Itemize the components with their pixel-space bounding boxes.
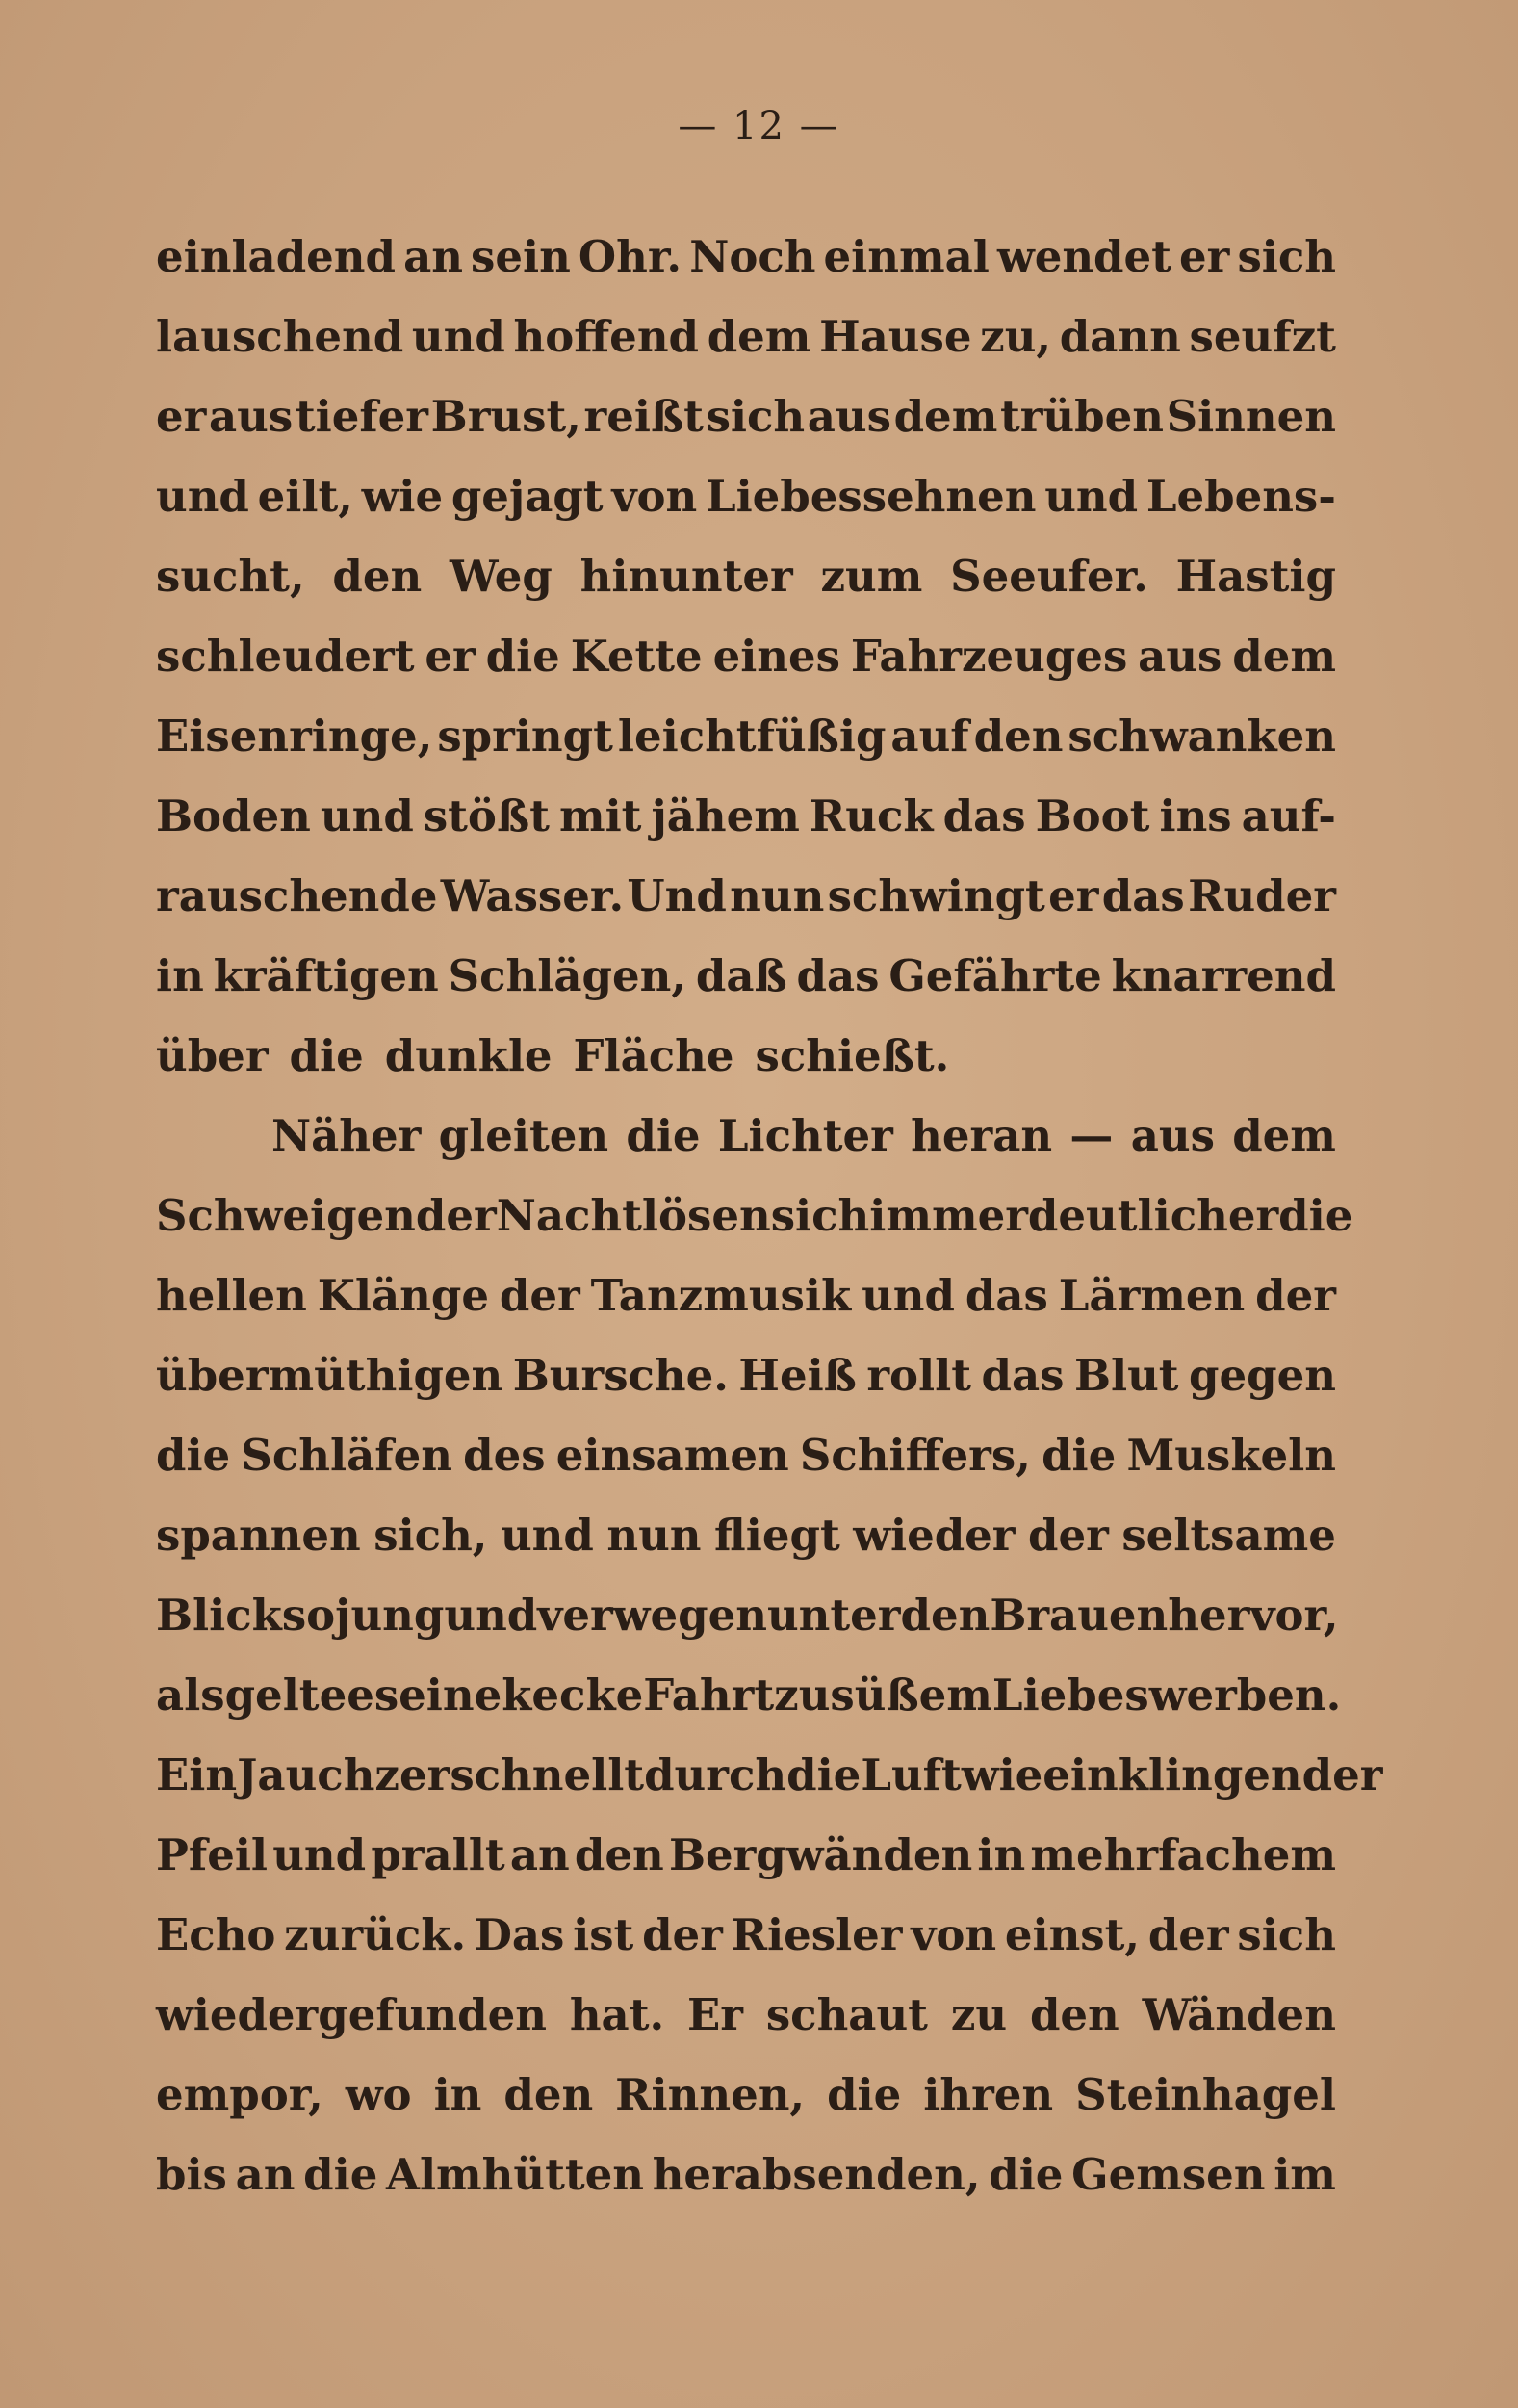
word: zu, — [980, 311, 1052, 362]
word: einsamen — [555, 1430, 789, 1481]
word: in — [977, 1829, 1026, 1880]
word: an — [235, 2149, 296, 2200]
text-line — [156, 1895, 1336, 1975]
word: den — [973, 711, 1064, 762]
word: schießt. — [755, 1030, 950, 1081]
text-line — [156, 856, 1336, 936]
word: auf — [890, 711, 969, 762]
word: den — [503, 2069, 594, 2120]
word: die — [485, 631, 560, 682]
word: Gefährte — [888, 950, 1102, 1001]
word: von — [911, 1909, 997, 1960]
word: Bursche. — [512, 1350, 729, 1401]
text-line — [156, 936, 1336, 1016]
word: der — [499, 1270, 580, 1321]
word: Kette — [570, 631, 703, 682]
word: Schläfen — [241, 1430, 452, 1481]
word: im — [1274, 2149, 1336, 2200]
word: das — [942, 790, 1026, 842]
word: er — [156, 391, 207, 442]
word: wie — [961, 1749, 1043, 1800]
text-line — [156, 696, 1336, 776]
word: Wasser. — [440, 870, 625, 921]
word: mehrfachem — [1030, 1829, 1336, 1880]
word: übermüthigen — [156, 1350, 503, 1401]
word: Boden — [156, 790, 311, 842]
word: dem — [707, 311, 811, 362]
text-line — [156, 1975, 1336, 2055]
word: Ohr. — [578, 231, 682, 282]
word: den — [332, 551, 423, 602]
word: die — [786, 1749, 862, 1800]
word: Sinnen — [1166, 391, 1336, 442]
text-line — [156, 1096, 1336, 1176]
word: Jauchzer — [237, 1749, 450, 1800]
word: hoffend — [513, 311, 699, 362]
word: der — [642, 1909, 723, 1960]
word: Liebeswerben. — [991, 1670, 1342, 1721]
word: mit — [558, 790, 642, 842]
word: tiefer — [295, 391, 429, 442]
word: Er — [686, 1989, 743, 2040]
word: die — [626, 1110, 701, 1161]
word: das — [965, 1270, 1048, 1321]
word: an — [403, 231, 463, 282]
text-line — [156, 1176, 1353, 1256]
word: aus — [807, 391, 891, 442]
word: stößt — [423, 790, 550, 842]
word: unter — [766, 1590, 901, 1641]
text-line — [156, 1016, 1336, 1096]
text-line — [156, 776, 1336, 856]
word: und — [444, 1590, 538, 1641]
word: sich — [770, 1190, 870, 1241]
word: jung — [335, 1590, 445, 1641]
word: klingender — [1118, 1749, 1383, 1800]
text-line — [156, 616, 1336, 696]
word: er — [1179, 231, 1230, 282]
word: der — [1028, 1510, 1109, 1561]
word: schaut — [765, 1989, 928, 2040]
word: ihren — [923, 2069, 1054, 2120]
word: Fahrzeuges — [850, 631, 1128, 682]
word: lösen — [641, 1190, 771, 1241]
text-line — [156, 1735, 1383, 1815]
word: die — [827, 2069, 902, 2120]
word: heran — [911, 1110, 1053, 1161]
word: bis — [156, 2149, 227, 2200]
word: wieder — [853, 1510, 1016, 1561]
text-line — [156, 456, 1336, 536]
word: hat. — [569, 1989, 665, 2040]
word: Pfeil — [156, 1829, 269, 1880]
word: die — [303, 2149, 378, 2200]
word: Heiß — [738, 1350, 857, 1401]
word: dem — [1232, 1110, 1336, 1161]
word: das — [1101, 870, 1185, 921]
word: herabsenden, — [652, 2149, 981, 2200]
word: Muskeln — [1126, 1430, 1336, 1481]
word: an — [509, 1829, 570, 1880]
word: und — [862, 1270, 955, 1321]
word: eine — [399, 1670, 502, 1721]
word: den — [574, 1829, 664, 1880]
word: sich — [1237, 231, 1336, 282]
word: empor, — [156, 2069, 323, 2120]
word: seufzt — [1189, 311, 1336, 362]
word: Boot — [1035, 790, 1150, 842]
text-line — [156, 536, 1336, 616]
word: — — [1069, 1110, 1114, 1161]
word: er — [425, 631, 476, 682]
word: zum — [820, 551, 923, 602]
word: Almhütten — [386, 2149, 645, 2200]
text-line — [156, 2135, 1336, 2214]
word: eilt, — [257, 471, 353, 522]
text-line — [156, 1335, 1336, 1415]
text-line — [156, 1256, 1336, 1335]
word: Fläche — [573, 1030, 734, 1081]
word: so — [281, 1590, 336, 1641]
word: schwingt — [827, 870, 1045, 921]
word: Blut — [1073, 1350, 1179, 1401]
word: sich — [706, 391, 806, 442]
word: Eisenringe, — [156, 711, 433, 762]
word: der — [1255, 1270, 1336, 1321]
body-text — [156, 217, 1383, 2214]
word: Hastig — [1175, 551, 1336, 602]
word: kecke — [502, 1670, 644, 1721]
word: zu — [774, 1670, 831, 1721]
word: einst, — [1004, 1909, 1141, 1960]
word: Schweigen — [156, 1190, 416, 1241]
word: hervor, — [1168, 1590, 1339, 1641]
word: Das — [474, 1909, 565, 1960]
word: einmal — [823, 231, 990, 282]
word: zurück. — [284, 1909, 467, 1960]
word: gegen — [1189, 1350, 1336, 1401]
word: dunkle — [384, 1030, 553, 1081]
text-line — [156, 1655, 1342, 1735]
word: gejagt — [450, 471, 604, 522]
word: ins — [1159, 790, 1232, 842]
word: und — [411, 311, 505, 362]
word: springt — [437, 711, 613, 762]
word: jähem — [651, 790, 800, 842]
word: lauschend — [156, 311, 404, 362]
word: wo — [345, 2069, 412, 2120]
word: Steinhagel — [1075, 2069, 1336, 2120]
word: Bergwänden — [668, 1829, 973, 1880]
text-line — [156, 297, 1336, 376]
word: Noch — [689, 231, 816, 282]
word: immer — [869, 1190, 1028, 1241]
word: Ruck — [809, 790, 934, 842]
word: als — [156, 1670, 225, 1721]
word: wendet — [996, 231, 1171, 282]
word: die — [1042, 1430, 1117, 1481]
word: Ruder — [1188, 870, 1336, 921]
word: Rinnen, — [615, 2069, 806, 2120]
word: ist — [573, 1909, 634, 1960]
word: hellen — [156, 1270, 307, 1321]
word: Wänden — [1142, 1989, 1336, 2040]
word: prallt — [371, 1829, 505, 1880]
word: Schlägen, — [448, 950, 686, 1001]
word: gleiten — [438, 1110, 609, 1161]
word: und — [1044, 471, 1139, 522]
word: dann — [1059, 311, 1181, 362]
word: Lebens- — [1145, 471, 1336, 522]
word: seltsame — [1121, 1510, 1336, 1561]
word: Hause — [819, 311, 972, 362]
word: wie — [361, 471, 444, 522]
text-line — [156, 1495, 1336, 1575]
word: Lichter — [717, 1110, 893, 1161]
word: auf- — [1241, 790, 1336, 842]
word: aus — [1138, 631, 1222, 682]
word: daß — [695, 950, 787, 1001]
word: eines — [712, 631, 840, 682]
word: Riesler — [731, 1909, 903, 1960]
word: Nacht — [496, 1190, 642, 1241]
word: aus — [208, 391, 294, 442]
word: deutlicher — [1027, 1190, 1279, 1241]
word: Weg — [449, 551, 553, 602]
word: Klänge — [317, 1270, 489, 1321]
word: den — [1029, 1989, 1119, 2040]
word: spannen — [156, 1510, 361, 1561]
word: rauschende — [156, 870, 438, 921]
word: hinunter — [579, 551, 793, 602]
word: Blick — [156, 1590, 282, 1641]
word: dem — [1232, 631, 1336, 682]
word: trüben — [999, 391, 1164, 442]
page-number: — 12 — — [678, 104, 840, 148]
word: leichtfüßig — [617, 711, 887, 762]
word: sich — [1237, 1909, 1336, 1960]
word: die — [156, 1430, 231, 1481]
word: das — [796, 950, 880, 1001]
word: Tanzmusik — [590, 1270, 852, 1321]
word: einladend — [156, 231, 396, 282]
word: Echo — [156, 1909, 276, 1960]
word: schleudert — [156, 631, 415, 682]
word: Und — [627, 870, 727, 921]
text-line — [156, 376, 1336, 456]
word: rollt — [866, 1350, 972, 1401]
word: Fahrt — [643, 1670, 775, 1721]
word: und — [272, 1829, 367, 1880]
word: Ein — [156, 1749, 238, 1800]
word: schnellt — [450, 1749, 645, 1800]
word: und — [320, 790, 414, 842]
word: Brust, — [430, 391, 581, 442]
word: schwanken — [1068, 711, 1336, 762]
word: sich, — [373, 1510, 488, 1561]
word: der — [1147, 1909, 1229, 1960]
word: durch — [644, 1749, 787, 1800]
word: und — [156, 471, 249, 522]
word: nun — [606, 1510, 702, 1561]
word: des — [463, 1430, 546, 1481]
word: aus — [1130, 1110, 1215, 1161]
word: reißt — [583, 391, 704, 442]
word: süßem — [830, 1670, 992, 1721]
word: Näher — [271, 1110, 422, 1161]
text-line — [156, 217, 1336, 297]
word: über — [156, 1030, 269, 1081]
word: die — [1278, 1190, 1353, 1241]
word: Liebessehnen — [705, 471, 1037, 522]
word: Luft — [861, 1749, 962, 1800]
word: Brauen — [990, 1590, 1169, 1641]
word: gelte — [224, 1670, 347, 1721]
word: in — [433, 2069, 482, 2120]
word: der — [415, 1190, 497, 1241]
word: sein — [471, 231, 571, 282]
word: fliegt — [714, 1510, 840, 1561]
word: nun — [730, 870, 825, 921]
text-line — [156, 1415, 1336, 1495]
word: von — [611, 471, 698, 522]
text-line — [156, 1815, 1336, 1895]
word: ein — [1042, 1749, 1119, 1800]
word: Schiffers, — [799, 1430, 1031, 1481]
word: die — [289, 1030, 364, 1081]
word: kräftigen — [213, 950, 439, 1001]
word: Lärmen — [1058, 1270, 1246, 1321]
text-line — [156, 2055, 1336, 2135]
word: den — [900, 1590, 991, 1641]
word: die — [989, 2149, 1064, 2200]
word: dem — [893, 391, 998, 442]
word: wiedergefunden — [156, 1989, 547, 2040]
word: Gemsen — [1071, 2149, 1266, 2200]
word: er — [1048, 870, 1099, 921]
text-line — [156, 1575, 1339, 1655]
word: Seeufer. — [950, 551, 1148, 602]
word: zu — [950, 1989, 1008, 2040]
word: verwegen — [537, 1590, 767, 1641]
word: in — [156, 950, 204, 1001]
word: das — [981, 1350, 1065, 1401]
word: es — [347, 1670, 399, 1721]
word: knarrend — [1111, 950, 1336, 1001]
word: sucht, — [156, 551, 305, 602]
word: und — [500, 1510, 594, 1561]
